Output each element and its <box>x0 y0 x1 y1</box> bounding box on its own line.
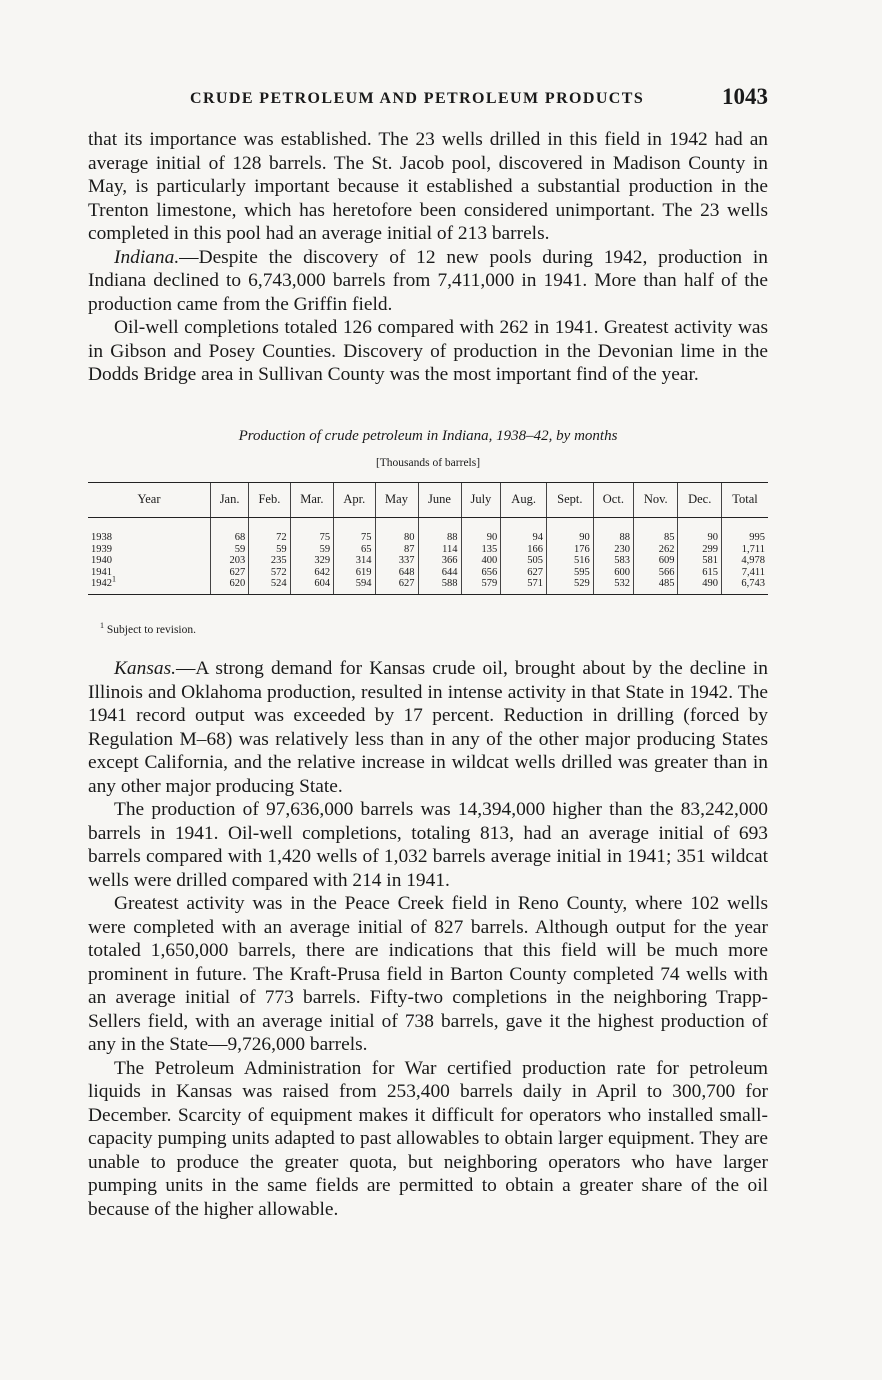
table-cell: 235 <box>249 555 290 567</box>
table-cell: 166 <box>501 544 547 556</box>
table-cell: 262 <box>634 544 678 556</box>
table-cell: 59 <box>211 544 249 556</box>
table-cell: 604 <box>290 578 334 594</box>
table-cell: 594 <box>334 578 375 594</box>
table-cell: 485 <box>634 578 678 594</box>
table-cell: 648 <box>375 567 418 579</box>
table-cell: 995 <box>721 518 768 544</box>
table-cell: 4,978 <box>721 555 768 567</box>
paragraph-kansas-allowables: The Petroleum Administration for War certified production rate for petroleum liquids in Kansas was raised from 253,400 barrels daily in April to 300,700 for December. Scarcity of equipment makes it difficult for operators who installed small-capacity pumping units adapted to past allowables to obtain larger equipment. They are unable to produce the greater quota, but neighboring operators who have larger pumping units in the same fields are permitted to obtain a greater share of the oil because of the higher allowable. <box>88 1057 768 1220</box>
table-cell: 1,711 <box>721 544 768 556</box>
col-header-july: July <box>461 483 501 518</box>
table-row <box>88 578 768 594</box>
kansas-lead: Kansas. <box>114 658 176 679</box>
table-cell: 59 <box>249 544 290 556</box>
year-cell <box>88 518 211 544</box>
col-header-dec: Dec. <box>678 483 722 518</box>
table-cell: 588 <box>418 578 461 594</box>
col-header-mar: Mar. <box>290 483 334 518</box>
table-cell: 75 <box>334 518 375 544</box>
page-header <box>88 84 768 116</box>
paragraph-kansas-activity: Greatest activity was in the Peace Creek field in Reno County, where 102 wells were completed with an average initial of 827 barrels. Although output for the year totaled 1,650,000 barrels, there are indications that this field will be much more prominent in future. The Kraft-Prusa field in Barton County completed 74 wells with an average initial of 773 barrels. Fifty-two completions in the neighboring Trapp-Sellers field, with an average initial of 738 barrels, gave it the highest production of any in the State—9,726,000 barrels. <box>88 893 768 1055</box>
year-label: 1940 <box>91 555 112 566</box>
table-unit: [Thousands of barrels] <box>375 457 481 469</box>
table-cell: 75 <box>290 518 334 544</box>
col-header-apr: Apr. <box>334 483 375 518</box>
table-cell: 314 <box>334 555 375 567</box>
col-header-nov: Nov. <box>634 483 678 518</box>
footnote-text: Subject to revision. <box>106 624 196 636</box>
table-cell: 524 <box>249 578 290 594</box>
table-cell: 490 <box>678 578 722 594</box>
table-cell: 72 <box>249 518 290 544</box>
col-header-year: Year <box>88 483 211 518</box>
table-cell: 627 <box>211 567 249 579</box>
year-cell <box>88 574 211 594</box>
table-cell: 579 <box>461 578 501 594</box>
table-cell: 88 <box>418 518 461 544</box>
year-label: 1942 <box>91 578 112 589</box>
table-cell: 7,411 <box>721 567 768 579</box>
table-cell: 88 <box>593 518 633 544</box>
table-title: Production of crude petroleum in Indiana, 1938–42, by months <box>238 428 618 444</box>
table-cell: 114 <box>418 544 461 556</box>
table-cell: 59 <box>290 544 334 556</box>
table-row <box>88 567 768 579</box>
table-cell: 583 <box>593 555 633 567</box>
table-cell: 203 <box>211 555 249 567</box>
col-header-aug: Aug. <box>501 483 547 518</box>
table-cell: 644 <box>418 567 461 579</box>
table-cell: 400 <box>461 555 501 567</box>
table-cell: 529 <box>546 578 593 594</box>
year-label: 1941 <box>91 566 112 578</box>
table-cell: 90 <box>546 518 593 544</box>
table-cell: 366 <box>418 555 461 567</box>
table-row <box>88 544 768 556</box>
table-cell: 572 <box>249 567 290 579</box>
footnote-mark: 1 <box>100 621 104 631</box>
table-cell: 65 <box>334 544 375 556</box>
table-cell: 90 <box>461 518 501 544</box>
table-cell: 609 <box>634 555 678 567</box>
table-row <box>88 518 768 544</box>
year-label: 1938 <box>91 532 112 543</box>
paragraph-indiana-completions: Oil-well completions totaled 126 compared with 262 in 1941. Greatest activity was in Gibson and Posey Counties. Discovery of production in the Devonian lime in the Dodds Bridge area in Sullivan County was the most important find of the year. <box>88 317 768 385</box>
table-cell: 615 <box>678 567 722 579</box>
table-cell: 642 <box>290 567 334 579</box>
col-header-total: Total <box>721 483 768 518</box>
table-cell: 80 <box>375 518 418 544</box>
table-cell: 656 <box>461 567 501 579</box>
table-cell: 505 <box>501 555 547 567</box>
table-header-row <box>88 483 768 518</box>
table-cell: 571 <box>501 578 547 594</box>
year-cell <box>88 555 211 567</box>
table-body <box>88 518 768 595</box>
table-cell: 329 <box>290 555 334 567</box>
year-label: 1939 <box>91 543 112 555</box>
table-cell: 176 <box>546 544 593 556</box>
col-header-jan: Jan. <box>211 483 249 518</box>
paragraph-kansas <box>88 657 768 798</box>
table-cell: 516 <box>546 555 593 567</box>
table-cell: 94 <box>501 518 547 544</box>
col-header-sept: Sept. <box>546 483 593 518</box>
table-cell: 6,743 <box>721 578 768 594</box>
table-cell: 532 <box>593 578 633 594</box>
col-header-oct: Oct. <box>593 483 633 518</box>
table-cell: 627 <box>375 578 418 594</box>
table-cell: 337 <box>375 555 418 567</box>
body-text-bottom <box>88 657 768 1221</box>
table-cell: 85 <box>634 518 678 544</box>
indiana-lead: Indiana. <box>114 246 180 268</box>
table-cell: 600 <box>593 567 633 579</box>
table-cell: 619 <box>334 567 375 579</box>
table-cell: 90 <box>678 518 722 544</box>
table-row <box>88 555 768 567</box>
table-cell: 299 <box>678 544 722 556</box>
table-cell: 135 <box>461 544 501 556</box>
year-cell <box>88 544 211 556</box>
production-table <box>88 482 768 595</box>
table-cell: 566 <box>634 567 678 579</box>
paragraph-indiana <box>88 246 768 317</box>
revision-footnote-mark: 1 <box>112 574 116 584</box>
col-header-june: June <box>418 483 461 518</box>
body-text-top <box>88 128 768 387</box>
kansas-text: —A strong demand for Kansas crude oil, brought about by the decline in Illinois and Oklahoma production, resulted in intense activity in that State in 1942. The 1941 record output was exceeded by 17 percent. Reduction in drilling (forced by Regulation M–68) was relatively less than in any of the other major producing States except California, and the relative increase in wildcat wells drilled was greater than in any other major producing State. <box>88 658 768 797</box>
table-cell: 627 <box>501 567 547 579</box>
table-footnote <box>100 621 196 636</box>
page-number: 1043 <box>722 84 768 109</box>
indiana-text: —Despite the discovery of 12 new pools during 1942, production in Indiana declined to 6,743,000 barrels from 7,411,000 in 1941. More than half of the production came from the Griffin field. <box>88 246 768 315</box>
table-cell: 68 <box>211 518 249 544</box>
table-cell: 581 <box>678 555 722 567</box>
year-cell <box>88 567 211 579</box>
table-cell: 87 <box>375 544 418 556</box>
table-cell: 230 <box>593 544 633 556</box>
col-header-may: May <box>375 483 418 518</box>
paragraph-kansas-production: The production of 97,636,000 barrels was 14,394,000 higher than the 83,242,000 barrels in 1941. Oil-well completions, totaling 813, had an average initial of 693 barrels compared with 1,420 wells of 1,032 barrels average initial in 1941; 351 wildcat wells were drilled compared with 214 in 1941. <box>88 799 768 891</box>
table-cell: 595 <box>546 567 593 579</box>
paragraph-illinois-continued: that its importance was established. The 23 wells drilled in this field in 1942 had an average initial of 128 barrels. The St. Jacob pool, discovered in Madison County in May, is particularly important because it established a substantial production in the Trenton limestone, which has heretofore been considered unimportant. The 23 wells completed in this pool had an average initial of 213 barrels. <box>88 129 768 244</box>
running-head: CRUDE PETROLEUM AND PETROLEUM PRODUCTS <box>190 90 645 107</box>
col-header-feb: Feb. <box>249 483 290 518</box>
table-cell: 620 <box>211 578 249 594</box>
